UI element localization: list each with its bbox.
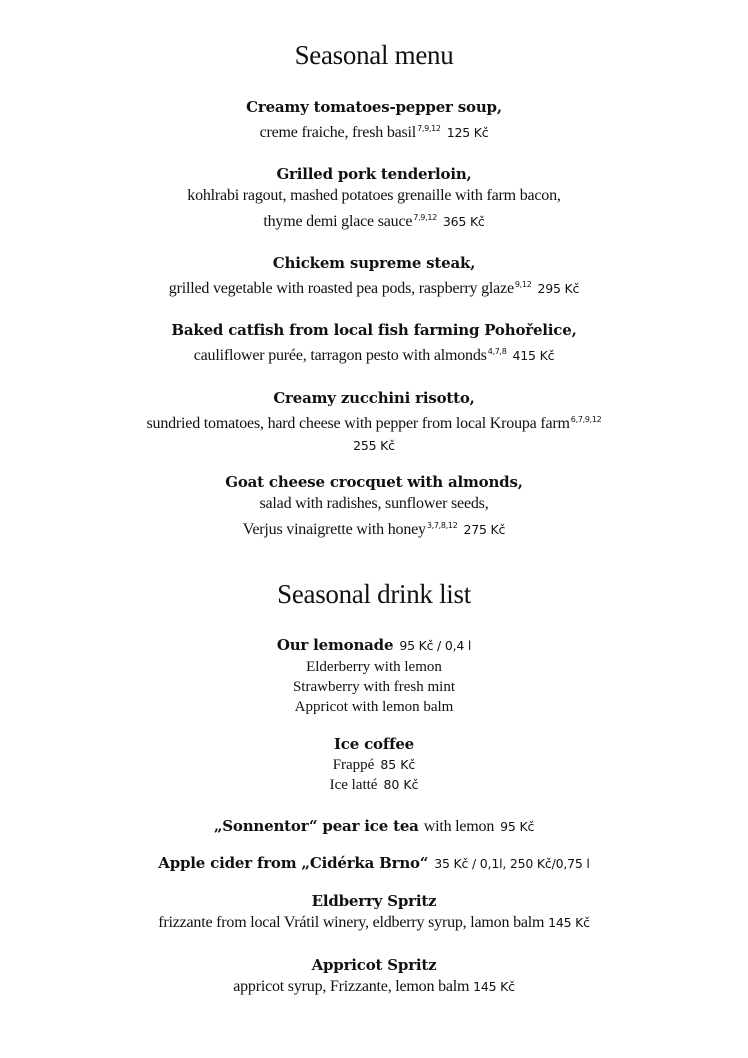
drink-item [0, 634, 748, 717]
dish-description: grilled vegetable with roasted pea pods, raspberry glaze$^{9,12}$ 295 Kč [168, 280, 580, 297]
drink-price: 145 Kč [473, 979, 515, 994]
drink-description: frizzante from local Vrátil winery, eldberry syrup, lamon balm [158, 914, 545, 931]
allergen-codes: 9,12 [514, 280, 532, 289]
drink-name: Our lemonade [276, 636, 394, 654]
drink-name: Ice coffee [333, 735, 415, 753]
food-menu-title: Seasonal menu [294, 40, 454, 70]
dish-item [0, 387, 748, 457]
dish-item [0, 163, 748, 233]
dish-name: Creamy tomatoes-pepper soup, [246, 98, 502, 116]
dish-price: 295 Kč [537, 281, 580, 296]
dish-name: Creamy zucchini risotto, [273, 389, 475, 407]
dish-name: Chickem supreme steak, [272, 254, 476, 272]
allergen-codes: 4,7,8 [487, 347, 507, 356]
allergen-codes: 3,7,8,12 [426, 521, 458, 530]
drink-option: Ice latté 80 Kč [329, 777, 419, 793]
drink-suffix: with lemon [423, 818, 495, 835]
drink-description: appricot syrup, Frizzante, lemon balm [233, 978, 470, 995]
dish-name: Goat cheese crocquet with almonds, [225, 473, 523, 491]
dish-description [0, 435, 748, 457]
dish-price: 275 Kč [463, 522, 506, 537]
dish-item [0, 252, 748, 300]
drink-name-line [0, 634, 748, 657]
dish-price: 255 Kč [353, 438, 395, 453]
drink-name: Apple cider from „Cidérka Brno“ [158, 854, 429, 872]
drink-item [0, 733, 748, 795]
dish-description: salad with radishes, sunflower seeds, [259, 495, 489, 512]
dish-description: thyme demi glace sauce$^{7,9,12}$ 365 Kč [263, 213, 485, 230]
drink-name: „Sonnentor“ pear ice tea [213, 817, 419, 835]
drink-option: Appricot with lemon balm [294, 699, 454, 715]
drink-option: Elderberry with lemon [306, 659, 442, 675]
dish-item [0, 471, 748, 541]
allergen-codes: 7,9,12 [413, 213, 437, 222]
dish-name: Baked catfish from local fish farming Pohořelice, [171, 321, 577, 339]
drink-item [0, 954, 748, 998]
dish-price: 125 Kč [446, 125, 489, 140]
dish-item [0, 319, 748, 367]
dish-price: 365 Kč [442, 214, 485, 229]
allergen-codes: 6,7,9,12 [570, 415, 602, 424]
drink-name: Appricot Spritz [311, 956, 437, 974]
drink-option: Strawberry with fresh mint [292, 679, 456, 695]
drink-price: 95 Kč / 0,4 l [399, 638, 472, 653]
dish-description: kohlrabi ragout, mashed potatoes grenaille with farm bacon, [187, 187, 561, 204]
dish-price: 415 Kč [512, 348, 555, 363]
drink-item [0, 815, 748, 838]
drink-option: Frappé 85 Kč [332, 757, 416, 773]
drink-name: Eldberry Spritz [311, 892, 437, 910]
drink-price: 145 Kč [548, 915, 590, 930]
drink-price: 95 Kč [500, 819, 535, 834]
dish-description: creme fraiche, fresh basil$^{7,9,12}$ 125 Kč [259, 124, 489, 141]
drink-price: 80 Kč [383, 777, 419, 792]
drinks-menu-title: Seasonal drink list [277, 579, 471, 609]
dish-description: cauliflower purée, tarragon pesto with almonds$^{4,7,8}$ 415 Kč [193, 347, 555, 364]
drink-price: 85 Kč [380, 757, 416, 772]
drink-item [0, 890, 748, 934]
drink-price: 35 Kč / 0,1l, 250 Kč/0,75 l [434, 856, 590, 871]
drink-item [0, 852, 748, 875]
dish-description: Verjus vinaigrette with honey$^{3,7,8,12}$ 275 Kč [242, 521, 506, 538]
dish-item [0, 96, 748, 144]
allergen-codes: 7,9,12 [417, 124, 441, 133]
dish-description: sundried tomatoes, hard cheese with pepper from local Kroupa farm$^{6,7,9,12}$ [146, 415, 602, 432]
dish-name: Grilled pork tenderloin, [276, 165, 472, 183]
